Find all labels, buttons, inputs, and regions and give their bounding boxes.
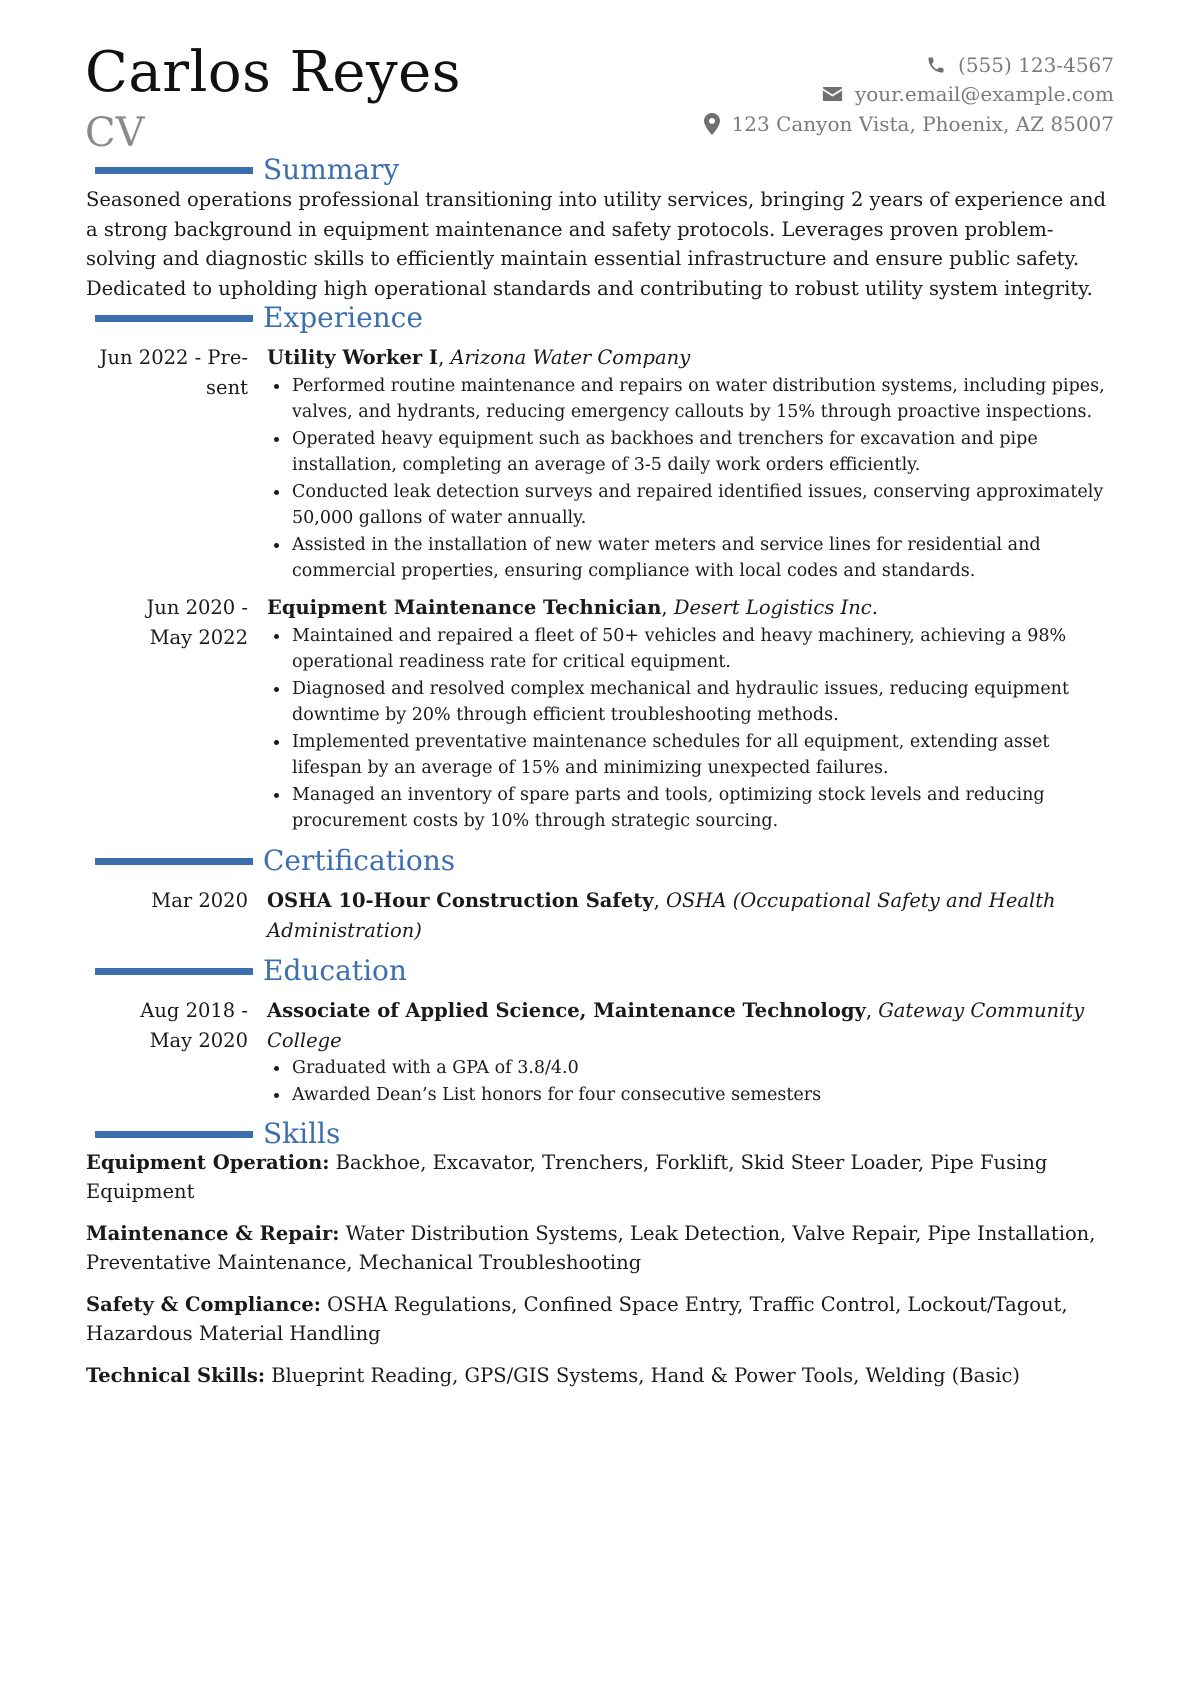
section-title: Certifications xyxy=(263,844,456,877)
degree-name: Associate of Applied Science, Maintenance Technology xyxy=(267,999,866,1022)
bullet-item: Graduated with a GPA of 3.8/4.0 xyxy=(267,1055,1122,1082)
date-line: Jun 2022 - Pre- xyxy=(99,346,248,369)
section-header-skills xyxy=(95,1116,340,1152)
title-separator: , xyxy=(438,346,451,369)
school-name: Gateway Community College xyxy=(267,999,1085,1052)
entry-date xyxy=(86,343,248,402)
entry-body xyxy=(267,996,1122,1108)
envelope-icon xyxy=(822,86,843,102)
street-address: 123 Canyon Vista, Phoenix, AZ 85007 xyxy=(731,111,1114,136)
bullet-list xyxy=(267,623,1122,835)
skill-group xyxy=(86,1148,1116,1206)
title-separator: , xyxy=(865,999,879,1022)
map-pin-icon xyxy=(704,113,720,135)
phone-number[interactable]: (555) 123-4567 xyxy=(958,52,1114,77)
bullet-item: Diagnosed and resolved complex mechanical and hydraulic issues, reducing equipment downtime by 20% through efficient troubleshooting methods. xyxy=(267,676,1122,729)
section-rule xyxy=(95,167,253,174)
date-line: May 2022 xyxy=(149,625,248,649)
section-title: Skills xyxy=(263,1117,341,1150)
candidate-name: Carlos Reyes xyxy=(85,40,461,105)
skill-group-label: Technical Skills: xyxy=(86,1364,266,1387)
date-line: May 2020 xyxy=(149,1028,248,1052)
entry-date: Mar 2020 xyxy=(151,889,248,912)
entry-body xyxy=(267,886,1122,945)
skill-group-label: Safety & Compliance: xyxy=(86,1293,321,1316)
title-separator: , xyxy=(653,889,666,912)
contact-email xyxy=(704,80,1114,110)
skill-group-items: Backhoe, Excavator, Trenchers, Forklift, Skid Steer Loader, Pipe Fusing Equipment xyxy=(86,1151,1048,1203)
job-role: Utility Worker I xyxy=(267,346,439,369)
date-line: sent xyxy=(206,375,248,399)
section-header-summary xyxy=(95,152,399,188)
skill-group xyxy=(86,1361,1116,1390)
phone-icon xyxy=(926,55,946,75)
section-header-experience xyxy=(95,300,423,336)
contact-block xyxy=(704,50,1114,139)
bullet-item: Conducted leak detection surveys and repaired identified issues, conserving approximately 50,000 gallons of water annually. xyxy=(267,479,1122,532)
date-line: Aug 2018 - xyxy=(140,999,248,1022)
job-organization: Desert Logistics Inc. xyxy=(673,596,878,619)
bullet-item: Managed an inventory of spare parts and tools, optimizing stock levels and reducing procurement costs by 10% through strategic sourcing. xyxy=(267,782,1122,835)
skill-group xyxy=(86,1290,1116,1348)
section-title: Education xyxy=(263,954,407,987)
section-rule xyxy=(95,968,253,975)
entry-body xyxy=(267,593,1122,835)
document-type: CV xyxy=(85,110,145,156)
entry-body xyxy=(267,343,1122,585)
skill-group-items: Blueprint Reading, GPS/GIS Systems, Hand & Power Tools, Welding (Basic) xyxy=(265,1364,1021,1387)
job-organization: Arizona Water Company xyxy=(450,346,691,369)
section-header-education xyxy=(95,953,407,989)
certification-name: OSHA 10-Hour Construction Safety xyxy=(267,889,654,912)
job-role: Equipment Maintenance Technician xyxy=(267,596,662,619)
bullet-item: Performed routine maintenance and repairs on water distribution systems, including pipes, valves, and hydrants, reducing emergency callouts by 15% through proactive inspections. xyxy=(267,373,1122,426)
skill-group xyxy=(86,1219,1116,1277)
section-rule xyxy=(95,858,253,865)
date-line: Jun 2020 - xyxy=(146,596,248,619)
bullet-item: Awarded Dean’s List honors for four consecutive semesters xyxy=(267,1082,1122,1109)
bullet-item: Assisted in the installation of new water meters and service lines for residential and commercial properties, ensuring compliance with local codes and standards. xyxy=(267,532,1122,585)
skill-group-items: Water Distribution Systems, Leak Detection, Valve Repair, Pipe Installation, Preventative Maintenance, Mechanical Troubleshooting xyxy=(86,1222,1096,1274)
entry-title xyxy=(267,343,1122,373)
section-rule xyxy=(95,1131,253,1138)
entry-title xyxy=(267,593,1122,623)
skill-group-label: Equipment Operation: xyxy=(86,1151,330,1174)
summary-text: Seasoned operations professional transitioning into utility services, bringing 2 years of experience and a strong background in equipment maintenance and safety protocols. Leverages proven problem-solving and diagnostic skills to efficiently maintain essential infrastructure and ensure public safety. Dedicated to upholding high operational standards and contributing to robust utility system integrity. xyxy=(86,188,1106,300)
entry-title xyxy=(267,886,1122,945)
bullet-list xyxy=(267,1055,1122,1108)
bullet-item: Maintained and repaired a fleet of 50+ vehicles and heavy machinery, achieving a 98% operational readiness rate for critical equipment. xyxy=(267,623,1122,676)
skill-group-label: Maintenance & Repair: xyxy=(86,1222,340,1245)
entry-date xyxy=(86,593,248,652)
section-title: Experience xyxy=(263,301,423,334)
bullet-list xyxy=(267,373,1122,585)
entry-title xyxy=(267,996,1122,1055)
section-header-certifications xyxy=(95,843,455,879)
contact-phone xyxy=(704,50,1114,80)
certification-issuer: OSHA (Occupational Safety and Health Administration) xyxy=(267,889,1056,942)
entry-date xyxy=(86,996,248,1055)
bullet-item: Implemented preventative maintenance schedules for all equipment, extending asset lifespan by an average of 15% and minimizing unexpected failures. xyxy=(267,729,1122,782)
skills-list xyxy=(86,1148,1116,1403)
skill-group-items: OSHA Regulations, Confined Space Entry, Traffic Control, Lockout/Tagout, Hazardous Material Handling xyxy=(86,1293,1068,1345)
section-rule xyxy=(95,315,253,322)
email-address[interactable]: your.email@example.com xyxy=(854,82,1114,107)
bullet-item: Operated heavy equipment such as backhoes and trenchers for excavation and pipe installation, completing an average of 3-5 daily work orders efficiently. xyxy=(267,426,1122,479)
title-separator: , xyxy=(661,596,674,619)
contact-address xyxy=(704,109,1114,139)
section-title: Summary xyxy=(263,153,400,186)
